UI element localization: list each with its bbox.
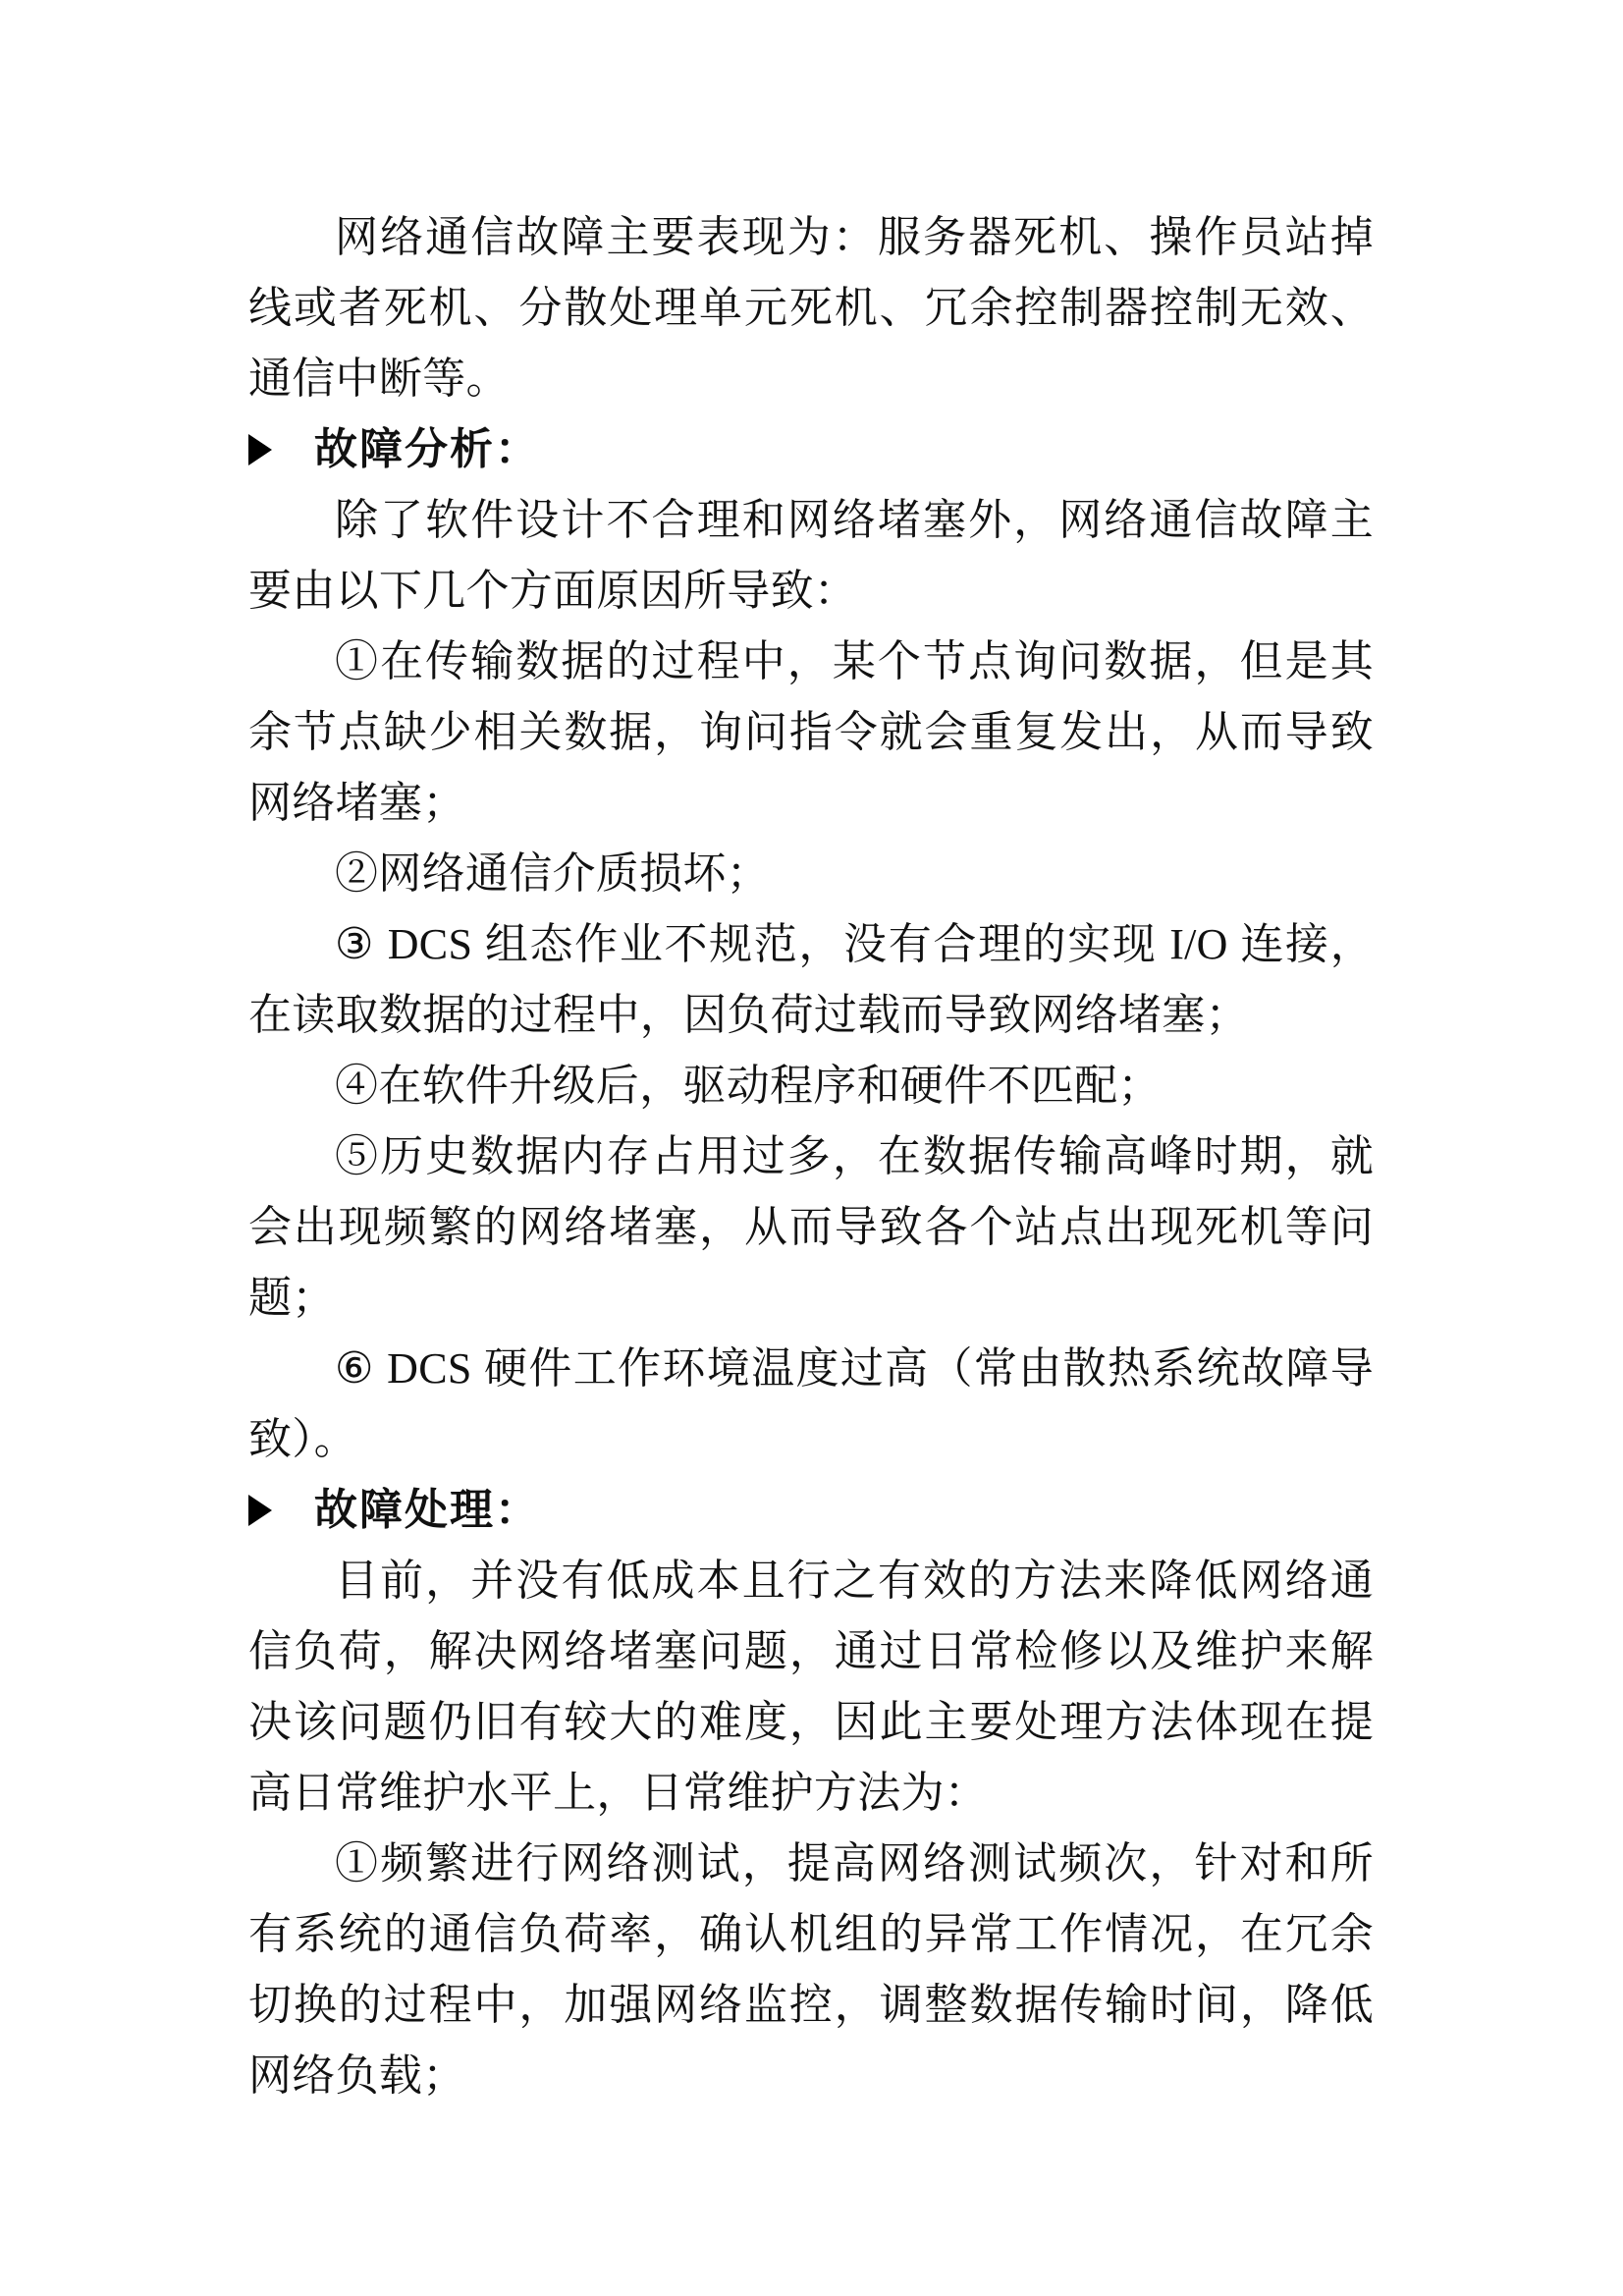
paragraph-maintenance-method-1: ①频繁进行网络测试，提高网络测试频次，针对和所有系统的通信负荷率，确认机组的异常工作情况，在冗余切换的过程中，加强网络监控，调整数据传输时间，降低网络负载； [248,1839,1374,2100]
paragraph-analysis-intro: 除了软件设计不合理和网络堵塞外，网络通信故障主要由以下几个方面原因所导致： [248,496,1374,615]
paragraph-cause-2: ②网络通信介质损坏； [335,849,770,898]
heading-fault-handling [248,1475,1374,1546]
heading-fault-handling-label: 故障处理： [314,1486,540,1534]
triangle-bullet-icon [248,1495,272,1526]
heading-fault-analysis [248,414,1374,485]
paragraph-cause-3: ③ DCS 组态作业不规范，没有合理的实现 I/O 连接，在读取数据的过程中，因负荷过载而导致网络堵塞； [248,920,1374,1039]
paragraph-cause-5: ⑤历史数据内存占用过多，在数据传输高峰时期，就会出现频繁的网络堵塞，从而导致各个站点出现死机等问题； [248,1132,1374,1322]
paragraph-handling-intro: 目前，并没有低成本且行之有效的方法来降低网络通信负荷，解决网络堵塞问题，通过日常检修以及维护来解决该问题仍旧有较大的难度，因此主要处理方法体现在提高日常维护水平上，日常维护方法为： [248,1557,1374,1817]
heading-fault-analysis-label: 故障分析： [314,425,540,473]
paragraph-cause-4: ④在软件升级后，驱动程序和硬件不匹配； [335,1062,1162,1110]
paragraph-cause-1: ①在传输数据的过程中，某个节点询问数据，但是其余节点缺少相关数据，询问指令就会重复发出，从而导致网络堵塞； [248,637,1374,827]
text-block [248,202,1374,2111]
paragraph-network-fault-symptoms: 网络通信故障主要表现为：服务器死机、操作员站掉线或者死机、分散处理单元死机、冗余控制器控制无效、通信中断等。 [248,213,1374,403]
triangle-bullet-icon [248,434,272,465]
paragraph-cause-6: ⑥ DCS 硬件工作环境温度过高（常由散热系统故障导致）。 [248,1344,1374,1463]
